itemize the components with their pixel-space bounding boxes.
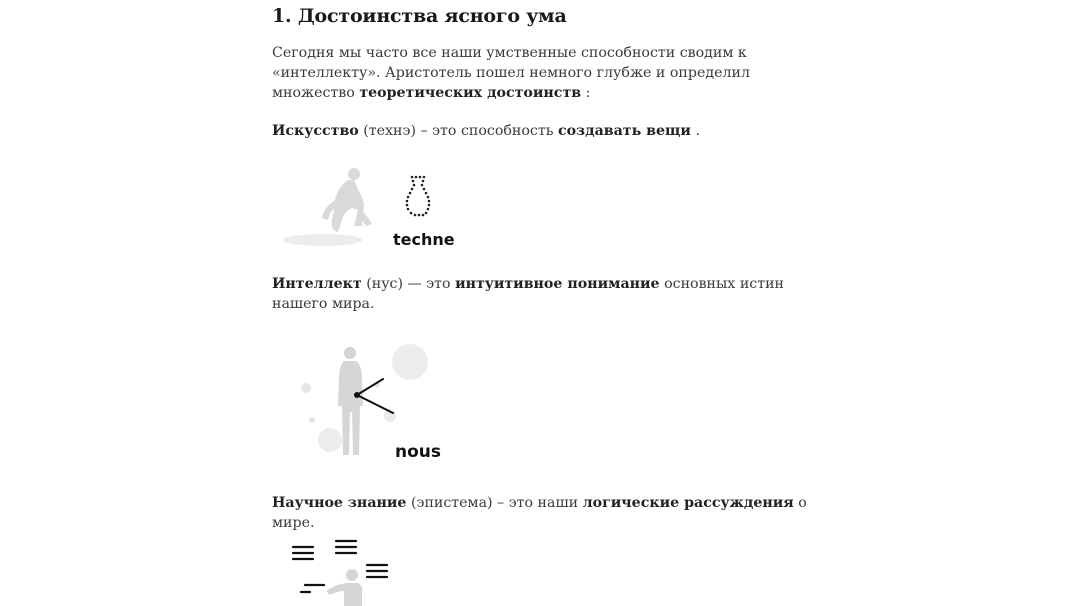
episteme-illustration	[272, 535, 472, 606]
techne-definition	[272, 121, 832, 141]
section-title: 1. Достоинства ясного ума	[272, 5, 567, 27]
episteme-text-1: (эпистема) – это наши	[406, 495, 583, 511]
nous-text-2: основных истин нашего мира.	[272, 276, 784, 312]
vase-icon	[406, 176, 431, 217]
techne-term: Искусство	[272, 123, 359, 139]
nous-definition	[272, 274, 832, 314]
techne-bold: создавать вещи	[557, 123, 691, 139]
sculptor-figure	[282, 168, 372, 246]
nous-bold: интуитивное понимание	[455, 276, 660, 292]
intro-text-2: :	[581, 85, 591, 101]
episteme-definition	[272, 493, 832, 533]
intro-text-1: Сегодня мы часто все наши умственные способности сводим к «интеллекту». Аристотель пошел немного глубже и определил множество	[272, 45, 750, 101]
techne-label: techne	[393, 230, 455, 249]
techne-text-2: .	[690, 123, 700, 139]
nous-text-1: (нус) — это	[361, 276, 456, 292]
intro-paragraph	[272, 43, 832, 103]
episteme-text-2: о мире.	[272, 495, 807, 531]
nous-illustration	[272, 340, 472, 470]
episteme-bold: логические рассуждения	[582, 495, 794, 511]
reasoner-figure	[326, 569, 363, 606]
nous-label: nous	[395, 442, 442, 462]
techne-text-1: (технэ) – это способность	[358, 123, 558, 139]
nous-term: Интеллект	[272, 276, 362, 292]
intro-bold: теоретических достоинств	[359, 85, 582, 101]
techne-illustration	[272, 160, 472, 255]
episteme-term: Научное знание	[272, 495, 407, 511]
